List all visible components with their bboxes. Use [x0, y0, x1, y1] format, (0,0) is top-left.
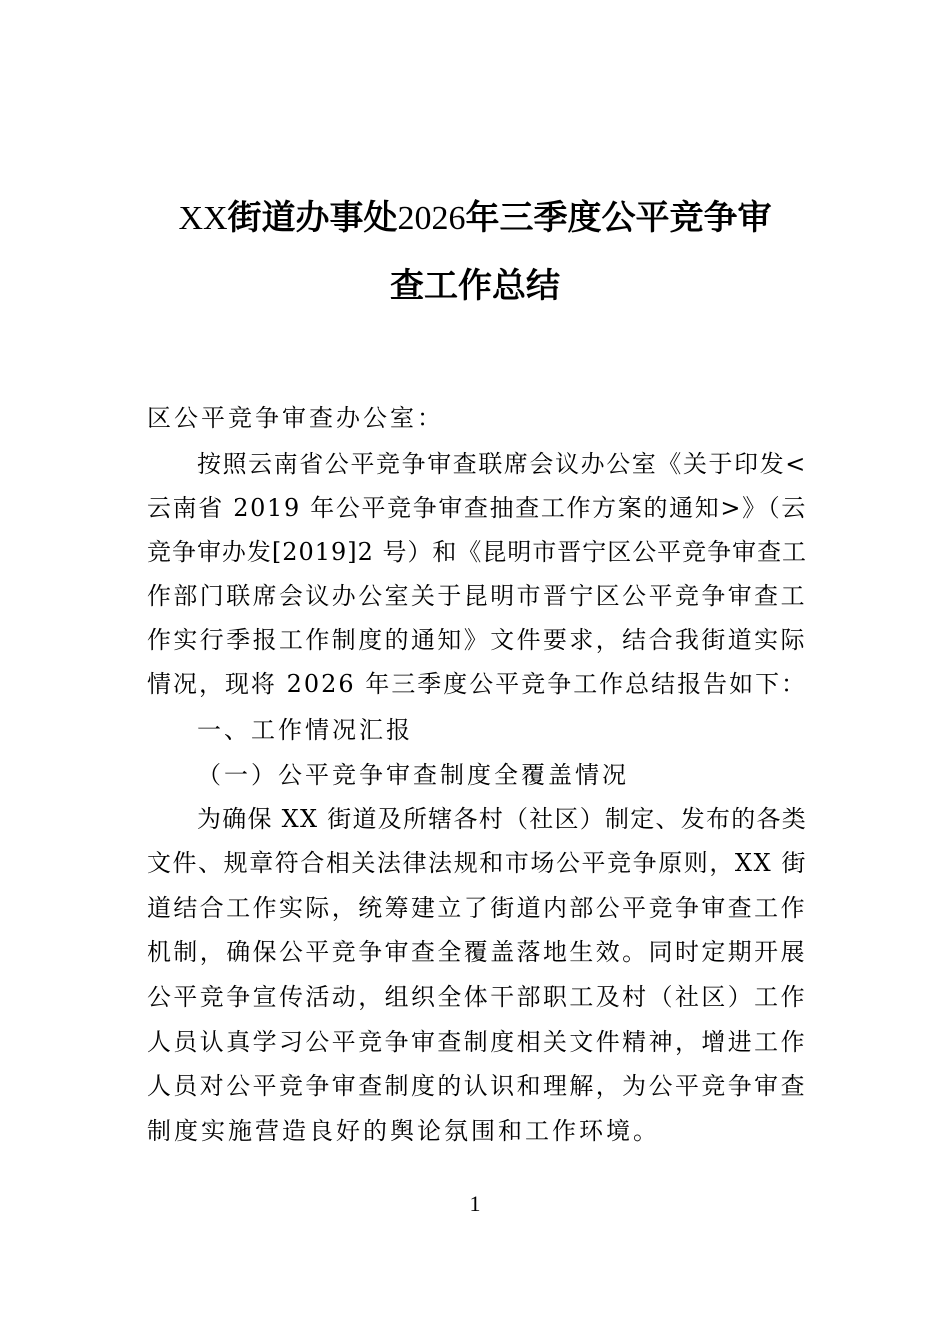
paragraph-2-line-6: 人员认真学习公平竞争审查制度相关文件精神，增进工作	[147, 1028, 807, 1056]
paragraph-1-line-6: 情况，现将 2026 年三季度公平竞争工作总结报告如下：	[147, 670, 808, 698]
section-heading-1: 一、工作情况汇报	[197, 716, 413, 744]
title-quarter: 年三季度公平竞争审	[465, 198, 772, 238]
title-year: 2026	[397, 200, 466, 237]
addressee: 区公平竞争审查办公室：	[147, 404, 444, 432]
paragraph-1-line-5: 作实行季报工作制度的通知》文件要求，结合我街道实际	[147, 626, 807, 654]
paragraph-1-line-2: 云南省 2019 年公平竞争审查抽查工作方案的通知>》（云	[147, 494, 808, 522]
paragraph-2-line-5: 公平竞争宣传活动，组织全体干部职工及村（社区）工作	[147, 983, 807, 1011]
document-title-line-2	[120, 266, 830, 306]
paragraph-1-line-3: 竞争审办发[2019]2 号）和《昆明市晋宁区公平竞争审查工	[147, 538, 808, 566]
paragraph-2-line-4: 机制，确保公平竞争审查全覆盖落地生效。同时定期开展	[147, 938, 807, 966]
paragraph-1-line-1: 按照云南省公平竞争审查联席会议办公室《关于印发<	[197, 450, 808, 478]
document-title-line-1	[120, 198, 830, 239]
title-office: 街道办事处	[227, 198, 398, 238]
paragraph-2-line-8: 制度实施营造良好的舆论氛围和工作环境。	[147, 1117, 660, 1145]
page-number: 1	[469, 1191, 481, 1216]
paragraph-2-line-2: 文件、规章符合相关法律法规和市场公平竞争原则，XX 街	[147, 849, 808, 877]
paragraph-1-line-4: 作部门联席会议办公室关于昆明市晋宁区公平竞争审查工	[147, 582, 807, 610]
paragraph-2-line-7: 人员对公平竞争审查制度的认识和理解，为公平竞争审查	[147, 1072, 807, 1100]
subsection-heading-1: （一）公平竞争审查制度全覆盖情况	[197, 761, 629, 789]
title-xx: XX	[178, 200, 228, 237]
title-line-2-text: 查工作总结	[390, 266, 560, 306]
paragraph-2-line-1: 为确保 XX 街道及所辖各村（社区）制定、发布的各类	[197, 805, 808, 833]
paragraph-2-line-3: 道结合工作实际，统筹建立了街道内部公平竞争审查工作	[147, 894, 807, 922]
